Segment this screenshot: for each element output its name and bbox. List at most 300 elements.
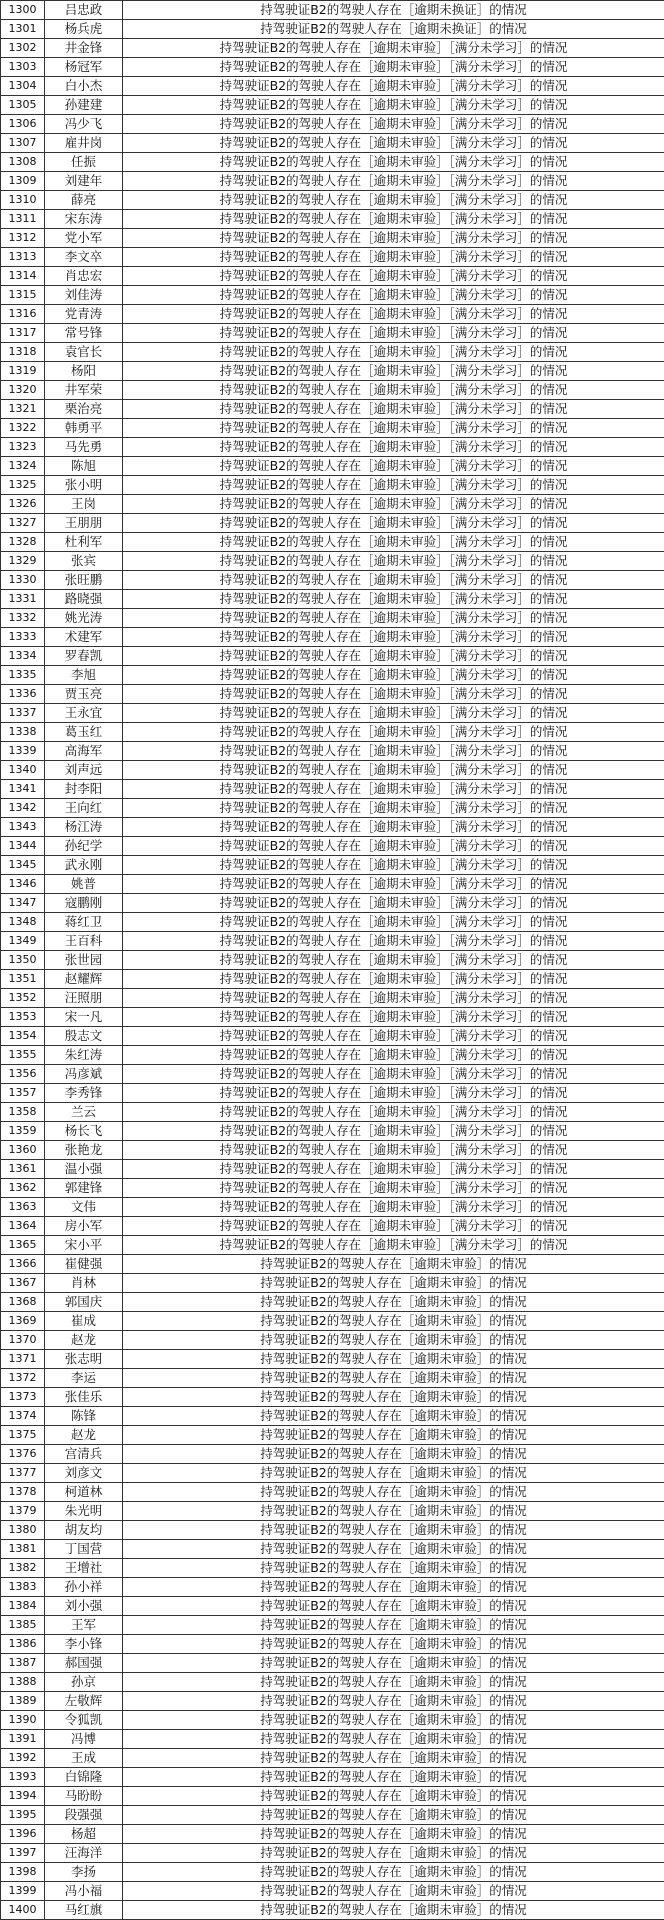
row-number-cell: 1332	[1, 609, 45, 628]
driver-name-cell: 郭建锋	[45, 1179, 123, 1198]
row-number-cell: 1333	[1, 628, 45, 647]
table-row	[1, 932, 664, 951]
driver-name-cell: 刘建年	[45, 172, 123, 191]
row-number-cell: 1337	[1, 704, 45, 723]
violation-description-cell: 持驾驶证B2的驾驶人存在［逾期未审验］的情况	[123, 1882, 664, 1901]
driver-name-cell: 任振	[45, 153, 123, 172]
table-row	[1, 362, 664, 381]
row-number-cell: 1328	[1, 533, 45, 552]
violation-description-cell: 持驾驶证B2的驾驶人存在［逾期未审验］［满分未学习］的情况	[123, 400, 664, 419]
driver-name-cell: 井军荣	[45, 381, 123, 400]
table-row	[1, 1008, 664, 1027]
violation-description-cell: 持驾驶证B2的驾驶人存在［逾期未审验］［满分未学习］的情况	[123, 742, 664, 761]
row-number-cell: 1375	[1, 1426, 45, 1445]
table-row	[1, 248, 664, 267]
table-row	[1, 1692, 664, 1711]
driver-name-cell: 姚光涛	[45, 609, 123, 628]
violation-description-cell: 持驾驶证B2的驾驶人存在［逾期未审验］［满分未学习］的情况	[123, 419, 664, 438]
table-row	[1, 286, 664, 305]
driver-name-cell: 杨江涛	[45, 818, 123, 837]
driver-name-cell: 李运	[45, 1369, 123, 1388]
driver-name-cell: 常号锋	[45, 324, 123, 343]
row-number-cell: 1341	[1, 780, 45, 799]
driver-name-cell: 张世园	[45, 951, 123, 970]
violation-description-cell: 持驾驶证B2的驾驶人存在［逾期未审验］的情况	[123, 1597, 664, 1616]
driver-name-cell: 刘佳涛	[45, 286, 123, 305]
driver-name-cell: 郝国强	[45, 1654, 123, 1673]
violation-description-cell: 持驾驶证B2的驾驶人存在［逾期未审验］［满分未学习］的情况	[123, 1122, 664, 1141]
driver-name-cell: 党小军	[45, 229, 123, 248]
row-number-cell: 1347	[1, 894, 45, 913]
table-row	[1, 685, 664, 704]
violation-description-cell: 持驾驶证B2的驾驶人存在［逾期未审验］［满分未学习］的情况	[123, 875, 664, 894]
table-row	[1, 1407, 664, 1426]
table-row	[1, 1331, 664, 1350]
violation-description-cell: 持驾驶证B2的驾驶人存在［逾期未审验］［满分未学习］的情况	[123, 286, 664, 305]
row-number-cell: 1310	[1, 191, 45, 210]
violation-description-cell: 持驾驶证B2的驾驶人存在［逾期未审验］的情况	[123, 1407, 664, 1426]
driver-name-cell: 王军	[45, 1616, 123, 1635]
driver-name-cell: 马红旗	[45, 1901, 123, 1920]
table-row	[1, 343, 664, 362]
violation-description-cell: 持驾驶证B2的驾驶人存在［逾期未审验］［满分未学习］的情况	[123, 39, 664, 58]
table-row	[1, 267, 664, 286]
driver-name-cell: 张志明	[45, 1350, 123, 1369]
table-row	[1, 1236, 664, 1255]
table-row	[1, 210, 664, 229]
row-number-cell: 1326	[1, 495, 45, 514]
violation-description-cell: 持驾驶证B2的驾驶人存在［逾期未审验］的情况	[123, 1730, 664, 1749]
row-number-cell: 1361	[1, 1160, 45, 1179]
row-number-cell: 1301	[1, 20, 45, 39]
row-number-cell: 1345	[1, 856, 45, 875]
table-row	[1, 58, 664, 77]
violation-description-cell: 持驾驶证B2的驾驶人存在［逾期未审验］的情况	[123, 1578, 664, 1597]
driver-name-cell: 马先勇	[45, 438, 123, 457]
driver-name-cell: 王永宜	[45, 704, 123, 723]
table-row	[1, 837, 664, 856]
row-number-cell: 1334	[1, 647, 45, 666]
driver-name-cell: 李秀锋	[45, 1084, 123, 1103]
table-row	[1, 742, 664, 761]
driver-name-cell: 杨超	[45, 1825, 123, 1844]
row-number-cell: 1353	[1, 1008, 45, 1027]
driver-name-cell: 韩勇平	[45, 419, 123, 438]
violation-description-cell: 持驾驶证B2的驾驶人存在［逾期未审验］［满分未学习］的情况	[123, 267, 664, 286]
row-number-cell: 1400	[1, 1901, 45, 1920]
violation-description-cell: 持驾驶证B2的驾驶人存在［逾期未审验］的情况	[123, 1274, 664, 1293]
violation-description-cell: 持驾驶证B2的驾驶人存在［逾期未审验］［满分未学习］的情况	[123, 172, 664, 191]
violation-description-cell: 持驾驶证B2的驾驶人存在［逾期未审验］的情况	[123, 1445, 664, 1464]
row-number-cell: 1335	[1, 666, 45, 685]
row-number-cell: 1382	[1, 1559, 45, 1578]
driver-name-cell: 冯少飞	[45, 115, 123, 134]
violation-description-cell: 持驾驶证B2的驾驶人存在［逾期未审验］的情况	[123, 1616, 664, 1635]
row-number-cell: 1383	[1, 1578, 45, 1597]
driver-name-cell: 吕忠政	[45, 1, 123, 20]
driver-name-cell: 李扬	[45, 1863, 123, 1882]
row-number-cell: 1398	[1, 1863, 45, 1882]
violation-description-cell: 持驾驶证B2的驾驶人存在［逾期未审验］［满分未学习］的情况	[123, 248, 664, 267]
driver-name-cell: 赵龙	[45, 1426, 123, 1445]
table-row	[1, 400, 664, 419]
table-row	[1, 134, 664, 153]
violation-description-cell: 持驾驶证B2的驾驶人存在［逾期未审验］［满分未学习］的情况	[123, 571, 664, 590]
driver-name-cell: 井金锋	[45, 39, 123, 58]
row-number-cell: 1303	[1, 58, 45, 77]
table-row	[1, 1825, 664, 1844]
row-number-cell: 1307	[1, 134, 45, 153]
table-row	[1, 989, 664, 1008]
row-number-cell: 1384	[1, 1597, 45, 1616]
violation-description-cell: 持驾驶证B2的驾驶人存在［逾期未审验］的情况	[123, 1464, 664, 1483]
row-number-cell: 1305	[1, 96, 45, 115]
violation-description-cell: 持驾驶证B2的驾驶人存在［逾期未审验］［满分未学习］的情况	[123, 913, 664, 932]
violation-description-cell: 持驾驶证B2的驾驶人存在［逾期未审验］［满分未学习］的情况	[123, 58, 664, 77]
driver-name-cell: 崔健强	[45, 1255, 123, 1274]
driver-name-cell: 马盼盼	[45, 1787, 123, 1806]
row-number-cell: 1389	[1, 1692, 45, 1711]
violation-description-cell: 持驾驶证B2的驾驶人存在［逾期未审验］［满分未学习］的情况	[123, 590, 664, 609]
violation-description-cell: 持驾驶证B2的驾驶人存在［逾期未审验］［满分未学习］的情况	[123, 1084, 664, 1103]
driver-name-cell: 肖忠宏	[45, 267, 123, 286]
table-row	[1, 1445, 664, 1464]
table-row	[1, 1559, 664, 1578]
row-number-cell: 1390	[1, 1711, 45, 1730]
driver-name-cell: 王岗	[45, 495, 123, 514]
row-number-cell: 1342	[1, 799, 45, 818]
row-number-cell: 1314	[1, 267, 45, 286]
driver-name-cell: 杨长飞	[45, 1122, 123, 1141]
violation-description-cell: 持驾驶证B2的驾驶人存在［逾期未审验］［满分未学习］的情况	[123, 381, 664, 400]
table-row	[1, 20, 664, 39]
violation-description-cell: 持驾驶证B2的驾驶人存在［逾期未审验］［满分未学习］的情况	[123, 343, 664, 362]
row-number-cell: 1362	[1, 1179, 45, 1198]
table-row	[1, 1806, 664, 1825]
violation-description-cell: 持驾驶证B2的驾驶人存在［逾期未审验］的情况	[123, 1293, 664, 1312]
driver-name-cell: 郭国庆	[45, 1293, 123, 1312]
row-number-cell: 1302	[1, 39, 45, 58]
violation-description-cell: 持驾驶证B2的驾驶人存在［逾期未审验］［满分未学习］的情况	[123, 647, 664, 666]
violation-description-cell: 持驾驶证B2的驾驶人存在［逾期未审验］［满分未学习］的情况	[123, 894, 664, 913]
table-row	[1, 438, 664, 457]
violation-description-cell: 持驾驶证B2的驾驶人存在［逾期未审验］［满分未学习］的情况	[123, 476, 664, 495]
row-number-cell: 1376	[1, 1445, 45, 1464]
row-number-cell: 1379	[1, 1502, 45, 1521]
violation-description-cell: 持驾驶证B2的驾驶人存在［逾期未审验］［满分未学习］的情况	[123, 799, 664, 818]
table-row	[1, 457, 664, 476]
table-row	[1, 1160, 664, 1179]
violation-description-cell: 持驾驶证B2的驾驶人存在［逾期未审验］的情况	[123, 1749, 664, 1768]
driver-name-cell: 赵耀辉	[45, 970, 123, 989]
driver-name-cell: 汪海洋	[45, 1844, 123, 1863]
row-number-cell: 1322	[1, 419, 45, 438]
driver-name-cell: 薛亮	[45, 191, 123, 210]
table-row	[1, 951, 664, 970]
table-row	[1, 39, 664, 58]
table-row	[1, 1464, 664, 1483]
violation-description-cell: 持驾驶证B2的驾驶人存在［逾期未审验］的情况	[123, 1692, 664, 1711]
table-row	[1, 191, 664, 210]
violation-description-cell: 持驾驶证B2的驾驶人存在［逾期未审验］［满分未学习］的情况	[123, 191, 664, 210]
table-row	[1, 1388, 664, 1407]
table-row	[1, 704, 664, 723]
driver-name-cell: 柯道林	[45, 1483, 123, 1502]
table-row	[1, 1198, 664, 1217]
row-number-cell: 1365	[1, 1236, 45, 1255]
row-number-cell: 1306	[1, 115, 45, 134]
row-number-cell: 1359	[1, 1122, 45, 1141]
driver-name-cell: 雇井岗	[45, 134, 123, 153]
row-number-cell: 1348	[1, 913, 45, 932]
driver-name-cell: 温小强	[45, 1160, 123, 1179]
violation-description-cell: 持驾驶证B2的驾驶人存在［逾期未审验］的情况	[123, 1312, 664, 1331]
violation-description-cell: 持驾驶证B2的驾驶人存在［逾期未审验］［满分未学习］的情况	[123, 951, 664, 970]
driver-name-cell: 栗治亮	[45, 400, 123, 419]
violation-description-cell: 持驾驶证B2的驾驶人存在［逾期未审验］的情况	[123, 1388, 664, 1407]
row-number-cell: 1399	[1, 1882, 45, 1901]
violation-description-cell: 持驾驶证B2的驾驶人存在［逾期未审验］［满分未学习］的情况	[123, 666, 664, 685]
driver-name-cell: 杨冠军	[45, 58, 123, 77]
table-row	[1, 1768, 664, 1787]
table-row	[1, 305, 664, 324]
driver-name-cell: 武永刚	[45, 856, 123, 875]
table-row	[1, 1274, 664, 1293]
table-row	[1, 1844, 664, 1863]
violation-description-cell: 持驾驶证B2的驾驶人存在［逾期未审验］的情况	[123, 1502, 664, 1521]
violation-description-cell: 持驾驶证B2的驾驶人存在［逾期未审验］［满分未学习］的情况	[123, 134, 664, 153]
row-number-cell: 1330	[1, 571, 45, 590]
driver-name-cell: 宋一凡	[45, 1008, 123, 1027]
table-row	[1, 1141, 664, 1160]
table-row	[1, 609, 664, 628]
row-number-cell: 1363	[1, 1198, 45, 1217]
violation-description-cell: 持驾驶证B2的驾驶人存在［逾期未审验］［满分未学习］的情况	[123, 685, 664, 704]
violation-description-cell: 持驾驶证B2的驾驶人存在［逾期未审验］［满分未学习］的情况	[123, 533, 664, 552]
row-number-cell: 1366	[1, 1255, 45, 1274]
violation-description-cell: 持驾驶证B2的驾驶人存在［逾期未审验］［满分未学习］的情况	[123, 723, 664, 742]
table-row	[1, 1046, 664, 1065]
row-number-cell: 1393	[1, 1768, 45, 1787]
violation-description-cell: 持驾驶证B2的驾驶人存在［逾期未审验］［满分未学习］的情况	[123, 761, 664, 780]
driver-name-cell: 刘彦文	[45, 1464, 123, 1483]
row-number-cell: 1319	[1, 362, 45, 381]
table-row	[1, 856, 664, 875]
row-number-cell: 1381	[1, 1540, 45, 1559]
row-number-cell: 1321	[1, 400, 45, 419]
table-row	[1, 533, 664, 552]
driver-name-cell: 李旭	[45, 666, 123, 685]
violation-description-cell: 持驾驶证B2的驾驶人存在［逾期未审验］［满分未学习］的情况	[123, 856, 664, 875]
table-row	[1, 666, 664, 685]
driver-name-cell: 胡友均	[45, 1521, 123, 1540]
table-row	[1, 761, 664, 780]
table-row	[1, 419, 664, 438]
row-number-cell: 1304	[1, 77, 45, 96]
table-row	[1, 1369, 664, 1388]
row-number-cell: 1352	[1, 989, 45, 1008]
table-row	[1, 799, 664, 818]
violation-description-cell: 持驾驶证B2的驾驶人存在［逾期未审验］的情况	[123, 1844, 664, 1863]
row-number-cell: 1368	[1, 1293, 45, 1312]
violation-description-cell: 持驾驶证B2的驾驶人存在［逾期未审验］［满分未学习］的情况	[123, 1179, 664, 1198]
driver-name-cell: 张旺鹏	[45, 571, 123, 590]
driver-name-cell: 孙京	[45, 1673, 123, 1692]
table-row	[1, 1103, 664, 1122]
table-row	[1, 818, 664, 837]
driver-name-cell: 杜利军	[45, 533, 123, 552]
table-row	[1, 1293, 664, 1312]
row-number-cell: 1318	[1, 343, 45, 362]
table-row	[1, 723, 664, 742]
row-number-cell: 1308	[1, 153, 45, 172]
table-body	[1, 1, 664, 1920]
violation-description-cell: 持驾驶证B2的驾驶人存在［逾期未审验］［满分未学习］的情况	[123, 1046, 664, 1065]
row-number-cell: 1388	[1, 1673, 45, 1692]
table-row	[1, 590, 664, 609]
row-number-cell: 1309	[1, 172, 45, 191]
row-number-cell: 1358	[1, 1103, 45, 1122]
row-number-cell: 1323	[1, 438, 45, 457]
driver-name-cell: 汪照朋	[45, 989, 123, 1008]
violation-description-cell: 持驾驶证B2的驾驶人存在［逾期未审验］的情况	[123, 1825, 664, 1844]
table-row	[1, 1350, 664, 1369]
violation-description-cell: 持驾驶证B2的驾驶人存在［逾期未审验］的情况	[123, 1654, 664, 1673]
driver-name-cell: 令狐凯	[45, 1711, 123, 1730]
table-row	[1, 780, 664, 799]
violation-description-cell: 持驾驶证B2的驾驶人存在［逾期未审验］［满分未学习］的情况	[123, 609, 664, 628]
driver-name-cell: 白锦隆	[45, 1768, 123, 1787]
table-row	[1, 1901, 664, 1920]
table-row	[1, 1426, 664, 1445]
driver-name-cell: 朱红涛	[45, 1046, 123, 1065]
row-number-cell: 1392	[1, 1749, 45, 1768]
driver-name-cell: 路晓强	[45, 590, 123, 609]
table-row	[1, 1255, 664, 1274]
driver-name-cell: 袁官长	[45, 343, 123, 362]
violation-description-cell: 持驾驶证B2的驾驶人存在［逾期未审验］的情况	[123, 1540, 664, 1559]
driver-name-cell: 杨兵虎	[45, 20, 123, 39]
driver-name-cell: 王百科	[45, 932, 123, 951]
row-number-cell: 1373	[1, 1388, 45, 1407]
table-row	[1, 1521, 664, 1540]
violation-description-cell: 持驾驶证B2的驾驶人存在［逾期未审验］［满分未学习］的情况	[123, 229, 664, 248]
driver-name-cell: 杨阳	[45, 362, 123, 381]
violation-description-cell: 持驾驶证B2的驾驶人存在［逾期未审验］［满分未学习］的情况	[123, 96, 664, 115]
row-number-cell: 1312	[1, 229, 45, 248]
table-row	[1, 1882, 664, 1901]
driver-name-cell: 寇鹏刚	[45, 894, 123, 913]
violation-description-cell: 持驾驶证B2的驾驶人存在［逾期未审验］的情况	[123, 1711, 664, 1730]
row-number-cell: 1394	[1, 1787, 45, 1806]
driver-name-cell: 殷志文	[45, 1027, 123, 1046]
violation-description-cell: 持驾驶证B2的驾驶人存在［逾期未审验］［满分未学习］的情况	[123, 77, 664, 96]
row-number-cell: 1320	[1, 381, 45, 400]
violation-description-cell: 持驾驶证B2的驾驶人存在［逾期未审验］的情况	[123, 1521, 664, 1540]
table-row	[1, 628, 664, 647]
table-row	[1, 1863, 664, 1882]
row-number-cell: 1349	[1, 932, 45, 951]
violation-description-cell: 持驾驶证B2的驾驶人存在［逾期未审验］［满分未学习］的情况	[123, 1160, 664, 1179]
violation-description-cell: 持驾驶证B2的驾驶人存在［逾期未审验］［满分未学习］的情况	[123, 1198, 664, 1217]
violation-description-cell: 持驾驶证B2的驾驶人存在［逾期未审验］［满分未学习］的情况	[123, 324, 664, 343]
driver-name-cell: 宫清兵	[45, 1445, 123, 1464]
table-row	[1, 1179, 664, 1198]
driver-name-cell: 崔成	[45, 1312, 123, 1331]
violation-description-cell: 持驾驶证B2的驾驶人存在［逾期未审验］［满分未学习］的情况	[123, 495, 664, 514]
row-number-cell: 1331	[1, 590, 45, 609]
violation-description-cell: 持驾驶证B2的驾驶人存在［逾期未审验］［满分未学习］的情况	[123, 1103, 664, 1122]
table-row	[1, 571, 664, 590]
table-row	[1, 1749, 664, 1768]
table-row	[1, 324, 664, 343]
row-number-cell: 1377	[1, 1464, 45, 1483]
row-number-cell: 1357	[1, 1084, 45, 1103]
row-number-cell: 1385	[1, 1616, 45, 1635]
driver-name-cell: 术建军	[45, 628, 123, 647]
row-number-cell: 1313	[1, 248, 45, 267]
table-row	[1, 476, 664, 495]
table-row	[1, 172, 664, 191]
driver-name-cell: 肖林	[45, 1274, 123, 1293]
driver-name-cell: 陈锋	[45, 1407, 123, 1426]
row-number-cell: 1397	[1, 1844, 45, 1863]
driver-name-cell: 宋小平	[45, 1236, 123, 1255]
table-row	[1, 1730, 664, 1749]
driver-name-cell: 张小明	[45, 476, 123, 495]
table-row	[1, 1673, 664, 1692]
driver-name-cell: 宋东涛	[45, 210, 123, 229]
driver-name-cell: 张宾	[45, 552, 123, 571]
table-row	[1, 1312, 664, 1331]
row-number-cell: 1346	[1, 875, 45, 894]
table-row	[1, 1616, 664, 1635]
driver-name-cell: 孙纪学	[45, 837, 123, 856]
row-number-cell: 1311	[1, 210, 45, 229]
driver-name-cell: 王向红	[45, 799, 123, 818]
driver-name-cell: 蒋红卫	[45, 913, 123, 932]
violation-description-cell: 持驾驶证B2的驾驶人存在［逾期未审验］的情况	[123, 1673, 664, 1692]
violation-description-cell: 持驾驶证B2的驾驶人存在［逾期未审验］的情况	[123, 1635, 664, 1654]
violation-description-cell: 持驾驶证B2的驾驶人存在［逾期未审验］［满分未学习］的情况	[123, 115, 664, 134]
violation-description-cell: 持驾驶证B2的驾驶人存在［逾期未审验］［满分未学习］的情况	[123, 1008, 664, 1027]
table-row	[1, 647, 664, 666]
driver-name-cell: 李小锋	[45, 1635, 123, 1654]
table-row	[1, 1654, 664, 1673]
row-number-cell: 1354	[1, 1027, 45, 1046]
driver-name-cell: 张艳龙	[45, 1141, 123, 1160]
driver-name-cell: 葛玉红	[45, 723, 123, 742]
violation-description-cell: 持驾驶证B2的驾驶人存在［逾期未审验］［满分未学习］的情况	[123, 153, 664, 172]
row-number-cell: 1396	[1, 1825, 45, 1844]
row-number-cell: 1327	[1, 514, 45, 533]
table-row	[1, 970, 664, 989]
row-number-cell: 1386	[1, 1635, 45, 1654]
driver-name-cell: 冯彦斌	[45, 1065, 123, 1084]
driver-name-cell: 白小杰	[45, 77, 123, 96]
row-number-cell: 1395	[1, 1806, 45, 1825]
violation-description-cell: 持驾驶证B2的驾驶人存在［逾期未审验］［满分未学习］的情况	[123, 362, 664, 381]
driver-name-cell: 党青涛	[45, 305, 123, 324]
driver-name-cell: 李文卒	[45, 248, 123, 267]
row-number-cell: 1356	[1, 1065, 45, 1084]
violation-description-cell: 持驾驶证B2的驾驶人存在［逾期未审验］［满分未学习］的情况	[123, 818, 664, 837]
row-number-cell: 1336	[1, 685, 45, 704]
violation-description-cell: 持驾驶证B2的驾驶人存在［逾期未审验］［满分未学习］的情况	[123, 989, 664, 1008]
violation-description-cell: 持驾驶证B2的驾驶人存在［逾期未审验］的情况	[123, 1901, 664, 1920]
violation-description-cell: 持驾驶证B2的驾驶人存在［逾期未审验］［满分未学习］的情况	[123, 514, 664, 533]
violation-description-cell: 持驾驶证B2的驾驶人存在［逾期未审验］［满分未学习］的情况	[123, 210, 664, 229]
